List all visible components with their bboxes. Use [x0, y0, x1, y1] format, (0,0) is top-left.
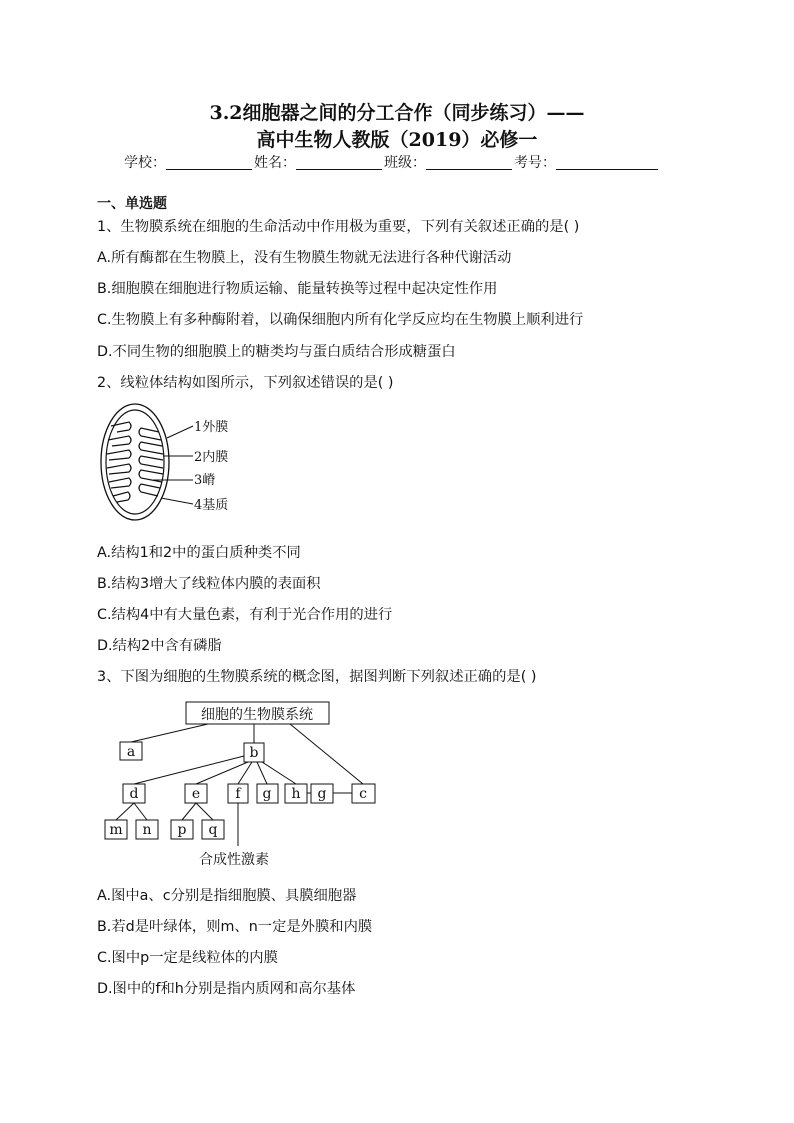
q2-option-a: A.结构1和2中的蛋白质种类不同 — [97, 545, 301, 561]
node-h: h — [291, 786, 301, 802]
node-m: m — [109, 822, 123, 838]
node-c: c — [359, 786, 367, 802]
node-f: f — [235, 786, 241, 802]
q3-stem: 3、下图为细胞的生物膜系统的概念图，据图判断下列叙述正确的是( ) — [97, 669, 537, 685]
name-blank[interactable] — [296, 155, 382, 170]
doc-title-line1: 3.2细胞器之间的分工合作（同步练习）—— — [209, 102, 585, 124]
q2-option-c: C.结构4中有大量色素，有利于光合作用的进行 — [97, 607, 393, 623]
exam-no-label: 考号： — [514, 155, 556, 171]
node-g2: g — [317, 786, 327, 802]
node-q: q — [208, 822, 218, 838]
mitochondrion-figure — [95, 402, 255, 532]
outer-membrane — [101, 404, 169, 520]
q3-option-a: A.图中a、c分别是指细胞膜、具膜细胞器 — [97, 888, 357, 904]
label-cristae: 3嵴 — [194, 473, 216, 488]
class-label: 班级： — [384, 155, 426, 171]
node-p: p — [177, 822, 187, 838]
q2-option-b: B.结构3增大了线粒体内膜的表面积 — [97, 576, 321, 592]
node-n: n — [142, 822, 152, 838]
label-inner-membrane: 2内膜 — [194, 450, 229, 465]
student-info-row — [124, 152, 660, 172]
node-b: b — [249, 745, 259, 761]
q1-option-c: C.生物膜上有多种酶附着，以确保细胞内所有化学反应均在生物膜上顺利进行 — [97, 312, 584, 328]
label-matrix: 4基质 — [194, 498, 229, 513]
school-label: 学校： — [124, 155, 166, 171]
node-g1: g — [262, 786, 272, 802]
q3-option-b: B.若d是叶绿体，则m、n一定是外膜和内膜 — [97, 919, 373, 935]
q1-stem: 1、生物膜系统在细胞的生命活动中作用极为重要，下列有关叙述正确的是( ) — [97, 219, 580, 235]
cristae — [107, 422, 163, 502]
q3-option-d: D.图中的f和h分别是指内质网和高尔基体 — [97, 981, 356, 997]
node-d: d — [129, 786, 139, 802]
q1-option-a: A.所有酶都在生物膜上，没有生物膜生物就无法进行各种代谢活动 — [97, 250, 512, 266]
membrane-system-diagram — [100, 698, 390, 873]
section-heading: 一、单选题 — [97, 196, 167, 212]
q2-option-d: D.结构2中含有磷脂 — [97, 638, 222, 654]
q1-option-b: B.细胞膜在细胞进行物质运输、能量转换等过程中起决定性作用 — [97, 281, 498, 297]
label-outer-membrane: 1外膜 — [194, 420, 229, 435]
school-blank[interactable] — [166, 155, 252, 170]
q3-option-c: C.图中p一定是线粒体的内膜 — [97, 950, 278, 966]
q1-option-d: D.不同生物的细胞膜上的糖类均与蛋白质结合形成糖蛋白 — [97, 344, 456, 360]
diagram-root: 细胞的生物膜系统 — [201, 707, 313, 723]
name-label: 姓名： — [254, 155, 296, 171]
node-e: e — [191, 786, 201, 802]
hormone-label: 合成性激素 — [199, 852, 269, 868]
doc-title-line2: 高中生物人教版（2019）必修一 — [256, 129, 538, 151]
node-a: a — [126, 744, 136, 760]
exam-no-blank[interactable] — [556, 155, 658, 170]
class-blank[interactable] — [426, 155, 512, 170]
q2-stem: 2、线粒体结构如图所示，下列叙述错误的是( ) — [97, 375, 394, 391]
